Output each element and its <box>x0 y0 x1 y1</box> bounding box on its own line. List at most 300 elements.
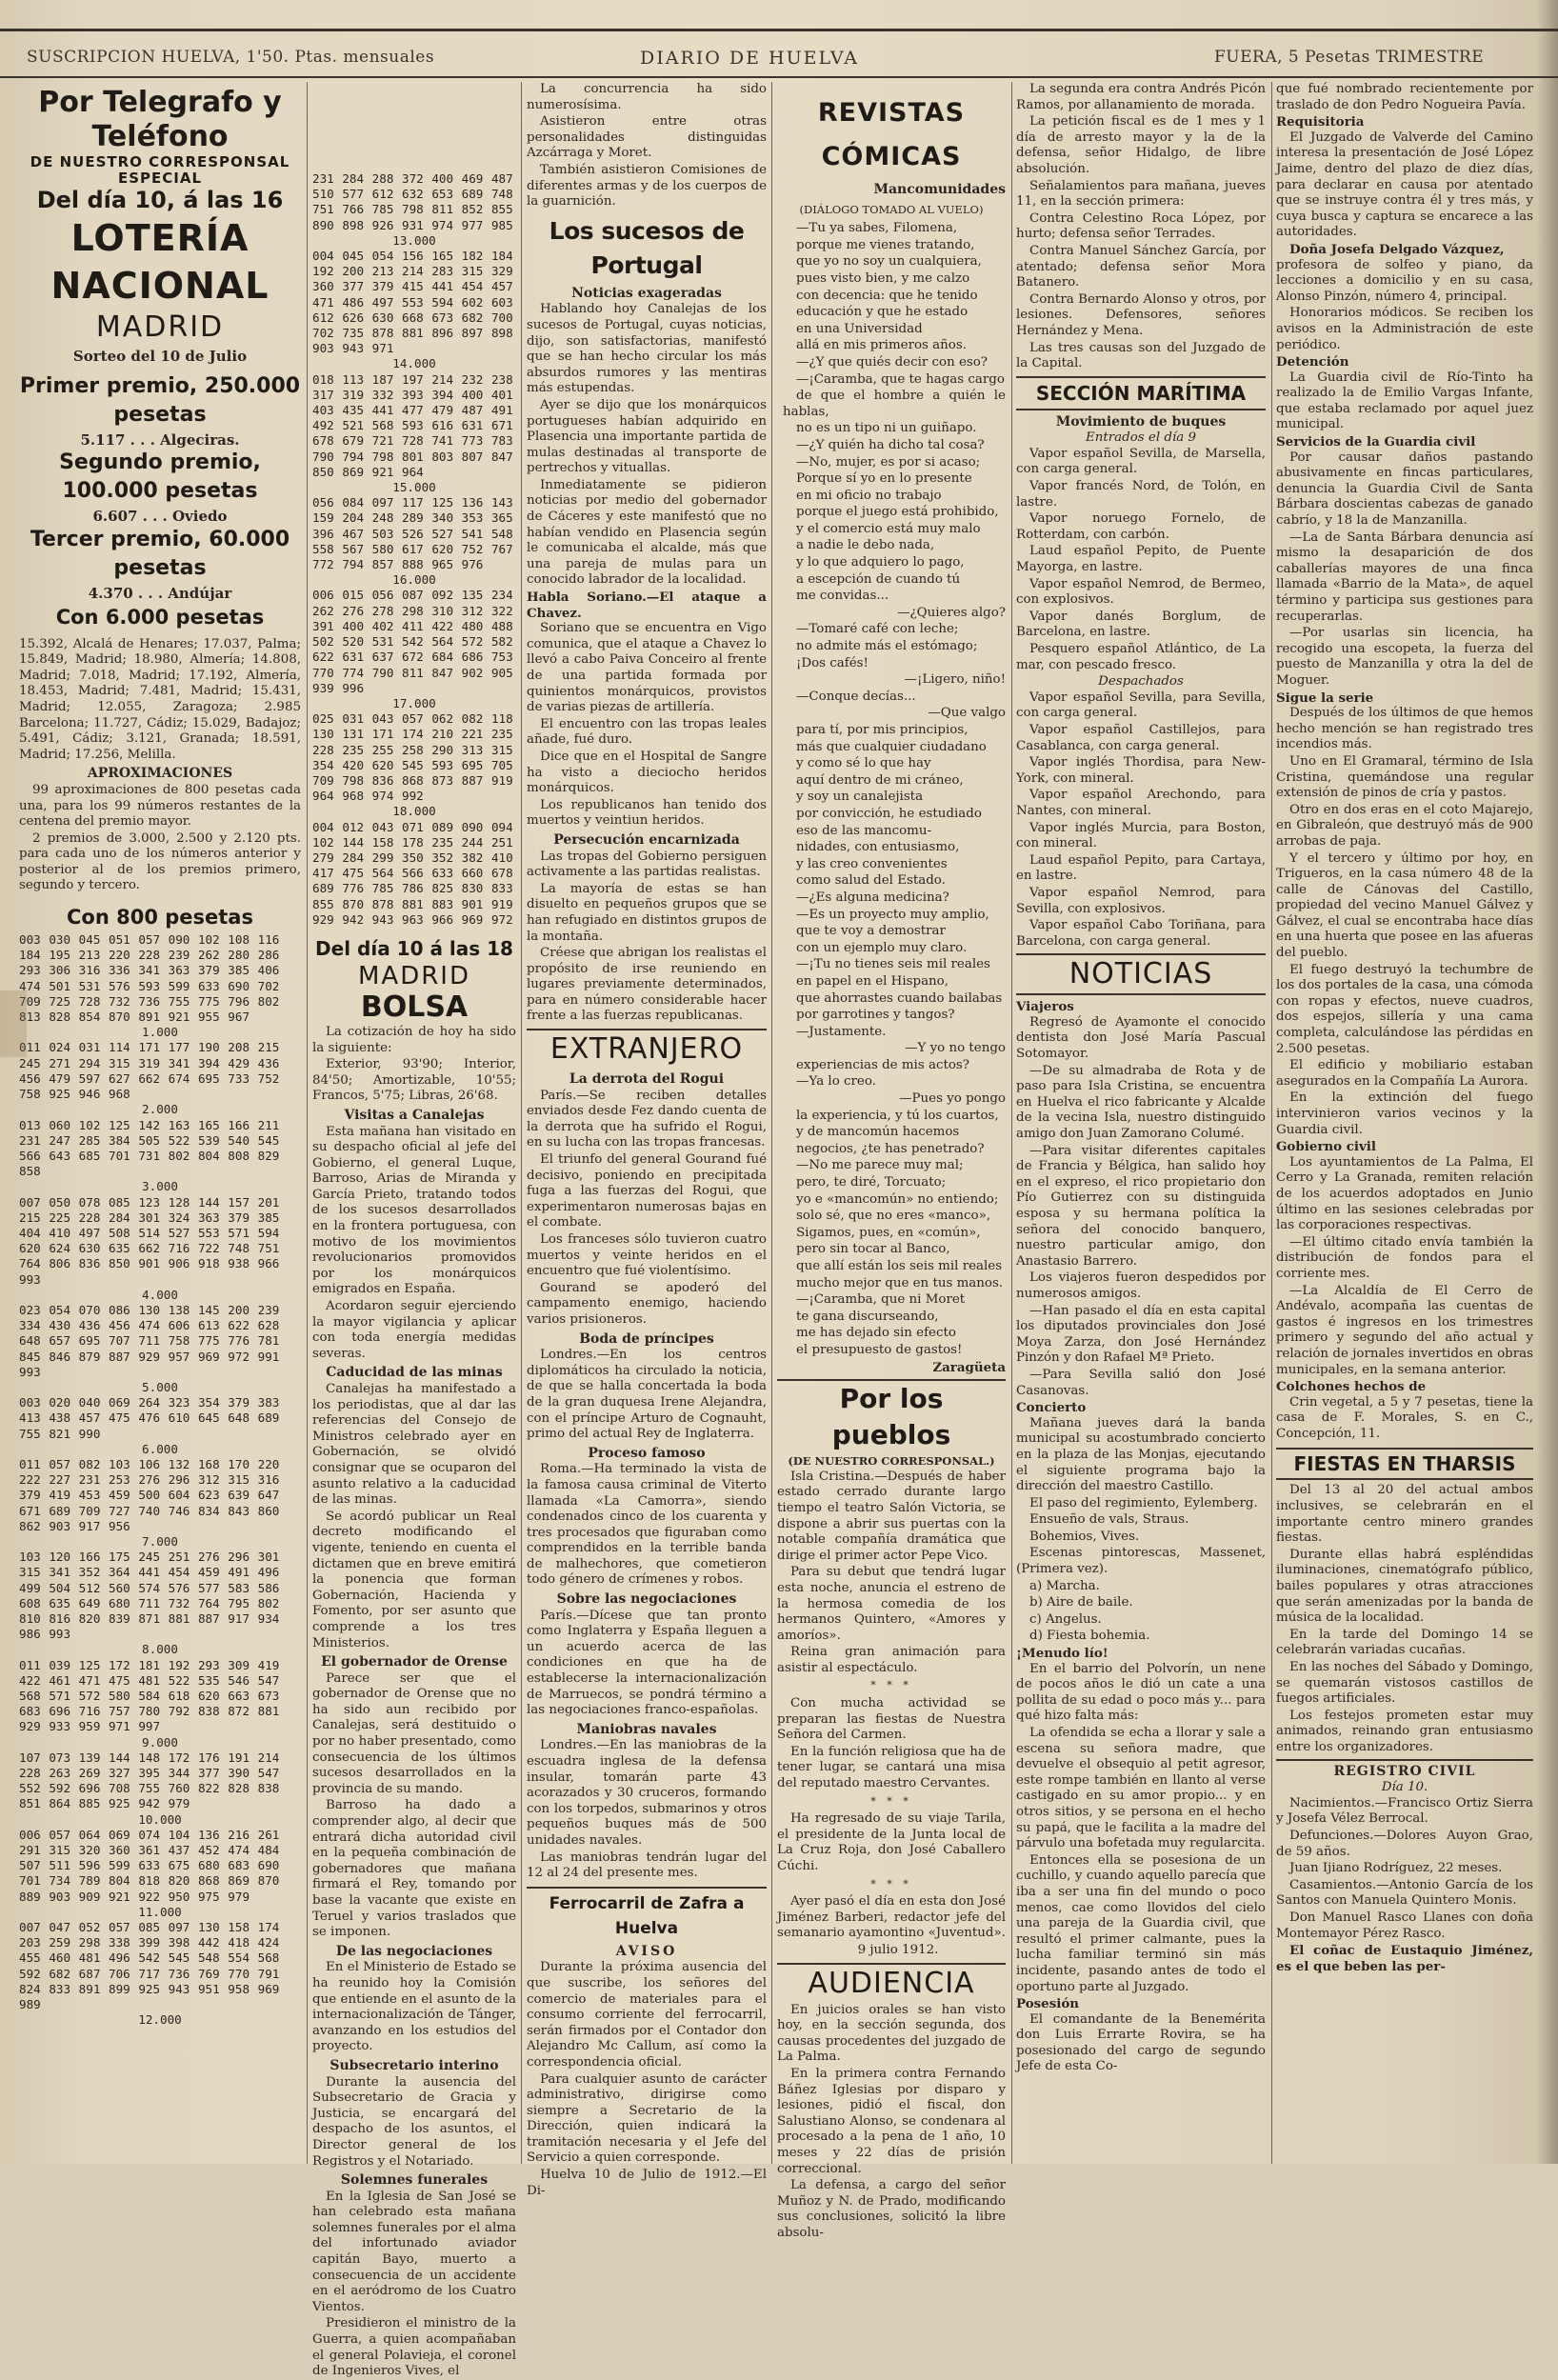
paragraph: Señalamientos para mañana, jueves 11, en la sección primera: <box>1016 178 1266 210</box>
column-divider <box>521 82 522 2164</box>
paragraph: Honorarios módicos. Se reciben los avisos en la Administración de este periódico. <box>1276 306 1533 352</box>
number-row: 003 020 040 069 264 323 354 379 383 413 438 457 475 476 610 645 648 689 755 821 990 <box>19 1395 280 1441</box>
verse-line: —Justamente. <box>796 1024 887 1039</box>
ship-entry: Vapor noruego Fornelo, de Rotterdam, con carbón. <box>1016 511 1266 542</box>
paragraph: Nacimientos.—Francisco Ortiz Sierra y Josefa Vélez Berrocal. <box>1276 1795 1533 1827</box>
paragraph: Contra Bernardo Alonso y otros, por lesiones. Defensores, señores Hernández y Mena. <box>1016 291 1266 338</box>
separator-stars: * * * <box>870 1794 912 1808</box>
number-row: 011 039 125 172 181 192 293 309 419 422 461 471 475 481 522 535 546 547 568 571 572 580 584 618 620 663 673 683 696 716 757 780 792 838 872 881 929 933 959 971 997 <box>19 1657 280 1734</box>
bolsa-intro: La cotización de hoy ha sido la siguiente: <box>312 1024 516 1055</box>
ship-list <box>1016 447 1266 673</box>
thousand-header: 10.000 <box>138 1811 182 1827</box>
paragraph: En la tarde del Domingo 14 se celebrarán variadas cucañas. <box>1276 1627 1533 1658</box>
outside-price-note: FUERA, 5 Pesetas TRIMESTRE <box>1214 48 1485 67</box>
verse-line: el presupuesto de gastos! <box>796 1342 963 1357</box>
paragraph: El comandante de la Benemérita don Luis Errarte Rovira, se ha posesionado del cargo de segundo Jefe de esta Co- <box>1016 2011 1266 2074</box>
paragraph: Dice que en el Hospital de Sangre ha visto a dieciocho heridos monárquicos. <box>527 749 767 796</box>
paragraph: La concurrencia ha sido numerosísima. <box>527 82 767 112</box>
program-item: b) Aire de baile. <box>1029 1595 1133 1610</box>
program-item: El paso del regimiento, Eylemberg. <box>1029 1495 1258 1510</box>
paragraph: Los viajeros fueron despedidos por numerosos amigos. <box>1016 1270 1266 1301</box>
thousand-header: 2.000 <box>142 1102 178 1117</box>
verse-line: —¡Caramba, que te hagas cargo <box>796 371 1005 387</box>
paragraph: Contra Manuel Sánchez García, por atentado; defensa señor Mora Batanero. <box>1016 243 1266 290</box>
paragraph: Las tropas del Gobierno persiguen activamente a las partidas realistas. <box>527 849 767 880</box>
verse-block <box>777 221 1006 605</box>
paragraph: —La Alcaldía de El Cerro de Andévalo, acompaña las cuentas de gastos é ingresos en los trimestres primero y segundo del año actual y relación de jornales invertidos en obras municipales, en la semana anterior. <box>1276 1283 1533 1377</box>
section-heading: Viajeros <box>1016 999 1074 1015</box>
number-row: 006 015 056 087 092 135 234 262 276 278 298 310 312 322 391 400 402 411 422 480 488 502 520 531 542 564 572 582 622 631 637 672 684 686 753 770 774 790 811 847 902 905 939 996 <box>312 588 513 695</box>
verse-line: y lo que adquiero lo pago, <box>796 555 965 570</box>
paragraph: Juan Ijiano Rodríguez, 22 meses. <box>1289 1861 1503 1876</box>
thousand-header: 16.000 <box>392 572 436 588</box>
thousand-header: 17.000 <box>392 695 436 710</box>
paragraph: En las noches del Sábado y Domingo, se quemarán vistosos castillos de fuegos artificiales. <box>1276 1660 1533 1707</box>
subheading-despachados: Despachados <box>1098 674 1184 690</box>
verse-line: y como sé lo que hay <box>796 756 931 771</box>
verse-block <box>777 1109 1006 1359</box>
ship-entry: Vapor español Arechondo, para Nantes, con mineral. <box>1016 788 1266 818</box>
column-divider <box>1271 82 1272 2164</box>
verse-line: —¿Y que quiés decir con eso? <box>796 354 988 370</box>
subheading-entrados: Entrados el día 9 <box>1085 430 1196 446</box>
paper-stain <box>0 990 27 1057</box>
verse-line: y soy un canalejista <box>796 790 924 805</box>
ship-entry: Vapor inglés Murcia, para Boston, con mineral. <box>1016 820 1266 851</box>
paragraph: —La de Santa Bárbara denuncia así mismo la desaparición de dos caballerías mayores de una finca llamada «Barrio de la Mata», de aquel término y participa sus gestiones para recuperarlas. <box>1276 530 1533 624</box>
third-prize: Tercer premio, 60.000 pesetas <box>30 527 290 580</box>
dialogue-note: (DIÁLOGO TOMADO AL VUELO) <box>799 202 984 216</box>
verse-line: pero sin tocar al Banco, <box>796 1242 950 1257</box>
verse-line: más que cualquier ciudadano <box>796 739 987 754</box>
section-heading: Gobierno civil <box>1276 1139 1376 1155</box>
paragraph: Acordaron seguir ejerciendo la mayor vigilancia y aplicar con toda energía medidas severas. <box>312 1299 516 1361</box>
thousand-header: 7.000 <box>142 1533 178 1549</box>
number-row: 004 012 043 071 089 090 094 102 144 158 178 235 244 251 279 284 299 350 352 382 410 417 475 564 566 633 660 678 689 776 785 786 825 830 833 855 870 878 881 883 901 919 929 942 943 963 966 969 972 <box>312 819 513 927</box>
column-divider <box>771 82 772 2164</box>
separator <box>527 1887 767 1889</box>
portugal-headline: Los sucesos de Portugal <box>549 216 745 279</box>
verse-line: —No me parece muy mal; <box>796 1158 964 1173</box>
paragraph: La defensa, a cargo del señor Muñoz y N. de Prado, modificando sus conclusiones, solicitó la libre absolu- <box>777 2178 1006 2240</box>
third-prize-number: 4.370 . . . Andújar <box>88 584 232 602</box>
verse-line: en mi oficio no trabajo <box>796 488 942 503</box>
paragraph: Durante la próxima ausencia del que suscribe, los señores del comercio de materiales para el consumo corriente del ferrocarril, serán firmados por el Contador don Alejandro Mc Callum, así como la correspondencia oficial. <box>527 1960 767 2070</box>
verse-line: como salud del Estado. <box>796 873 946 889</box>
section-heading: Persecución encarnizada <box>553 831 740 848</box>
thousand-header: 12.000 <box>138 2012 182 2028</box>
verse-line: me convidas... <box>796 589 889 604</box>
paragraph: En la extinción del fuego intervinieron varios vecinos y la Guardia civil. <box>1276 1090 1533 1137</box>
paragraph: Del 13 al 20 del actual ambos inclusives, se celebrarán en el importante centro minero grandes fiestas. <box>1276 1483 1533 1546</box>
verse-line: —Ya lo creo. <box>796 1074 876 1090</box>
ship-entry: Laud español Pepito, de Puente Mayorga, en lastre. <box>1016 544 1266 575</box>
paragraph: profesora de solfeo y piano, da lecciones a domicilio y en su casa, Alonso Pinzón, número 4, principal. <box>1276 257 1533 304</box>
paragraph: En el Ministerio de Estado se ha reunido hoy la Comisión que entiende en el asunto de la internacionalización de Tánger, avanzando en los estudios del proyecto. <box>312 1960 516 2054</box>
verse-line: Sigamos, pues, en «común», <box>796 1225 981 1240</box>
verse-line: ¡Dos cafés! <box>796 655 869 670</box>
thousand-header: 3.000 <box>142 1179 178 1194</box>
paragraph: Crin vegetal, a 5 y 7 pesetas, tiene la casa de F. Morales, S. en C., Concepción, 11. <box>1276 1394 1533 1441</box>
column-1 <box>19 82 301 2164</box>
verse-line: —Que valgo <box>928 706 1006 721</box>
ship-entry: Vapor español Sevilla, de Marsella, con carga general. <box>1016 446 1266 477</box>
header-rule <box>0 76 1558 78</box>
registro-date: Día 10. <box>1381 1780 1428 1795</box>
page-edge-shadow <box>1537 0 1558 2164</box>
verse-line: porque me vienes tratando, <box>796 237 975 252</box>
paragraph: Mañana jueves dará la banda municipal su acostumbrado concierto en la plaza de las Monjas, ejecutando el siguiente programa bajo la dirección del maestro Castillo. <box>1016 1415 1266 1494</box>
section-heading: Visitas a Canalejas <box>344 1107 485 1123</box>
paragraph: Londres.—En los centros diplomáticos ha circulado la noticia, de que se halla concertada la boda de la gran duquesa Irene Alejandra, con el príncipe Arturo de Cognauht, primo del actual Rey de Inglaterra. <box>527 1348 767 1442</box>
section-heading: Maniobras navales <box>576 1721 717 1737</box>
paragraph: Parece ser que el gobernador de Orense que no ha sido aun recibido por Canalejas, será destituido o por no haber presentado, como consecuencia de los últimos sucesos desarrollados en la provincia de su mando. <box>312 1670 516 1796</box>
thousand-header: 4.000 <box>142 1287 178 1302</box>
column-divider <box>1011 82 1012 2164</box>
program-item: a) Marcha. <box>1029 1578 1100 1593</box>
verse-line: —Tomaré café con leche; <box>796 622 959 637</box>
verse-line: y el comercio está muy malo <box>796 521 981 536</box>
paragraph: Ayer pasó el día en esta don José Jiménez Barberi, redactor jefe del semanario ayamontino «Juventud». <box>777 1894 1006 1941</box>
paragraph: —El último citado envía también la distribución de fondos para el corriente mes. <box>1276 1234 1533 1281</box>
date-line: Del día 10, á las 16 <box>36 187 284 214</box>
paragraph: Uno en El Gramaral, término de Isla Cristina, quemándose una regular extensión de pinos de cría y pastos. <box>1276 753 1533 801</box>
noticias-headline: NOTICIAS <box>1016 953 1266 995</box>
signature: Zaragüeta <box>932 1359 1006 1375</box>
verse-block <box>777 622 1006 671</box>
paragraph: Casamientos.—Antonio García de los Santos con Manuela Quintero Monis. <box>1276 1877 1533 1909</box>
prize-6000-list: 15.392, Alcalá de Henares; 17.037, Palma; 15.849, Madrid; 18.980, Almería; 14.808, Madrid; 7.018, Madrid; 17.192, Almería, 18.453, Madrid; 7.481, Madrid; 15.431, Madrid; 12.055, Zaragoza; 2.985 Barcelona; 11.727, Cádiz; 15.029, Badajoz; 5.491, Cádiz; 3.121, Granada; 18.591, Madrid; 17.256, Melilla. <box>19 636 301 762</box>
revistas-comicas-headline: REVISTAS CÓMICAS <box>817 98 966 171</box>
extranjero-headline: EXTRANJERO <box>527 1029 767 1069</box>
number-row: 011 057 082 103 106 132 168 170 220 222 227 231 253 276 296 312 315 316 379 419 453 459 500 604 623 639 647 671 689 709 727 740 746 834 843 860 862 903 917 956 <box>19 1456 280 1533</box>
paragraph: Soriano que se encuentra en Vigo comunica, que el ataque a Chavez lo llevó a cabo Paiva Conceiro al frente de una partida formada por quinientos monárquicos, provistos de varias piezas de artillería. <box>527 621 767 715</box>
separator-stars: * * * <box>870 1877 912 1890</box>
ship-entry: Pesquero español Atlántico, de La mar, con pescado fresco. <box>1016 642 1266 672</box>
number-row: 023 054 070 086 130 138 145 200 239 334 430 436 456 474 606 613 622 628 648 657 695 707 711 758 775 776 781 845 846 879 887 929 957 969 972 991 993 <box>19 1302 280 1379</box>
verse-line: —¡Caramba, que ni Moret <box>796 1292 966 1308</box>
paragraph: Contra Celestino Roca López, por hurto; defensa señor Terrades. <box>1016 210 1266 242</box>
number-table-continued <box>312 171 516 928</box>
column-6 <box>1276 82 1533 2164</box>
paragraph: El Juzgado de Valverde del Camino interesa la presentación de José López Jaime, dentro del plazo de diez días, para declarar en causa por atentado que se instruye contra él y tres más, y cuya busca y captura se encarece a las autoridades. <box>1276 130 1533 240</box>
column-divider <box>307 82 308 2164</box>
paragraph: La petición fiscal es de 1 mes y 1 día de arresto mayor y la de la defensa, señor Hidalgo, de libre absolución. <box>1016 114 1266 176</box>
verse-line: solo sé, que no eres «manco», <box>796 1209 991 1224</box>
verse-line: —Es un proyecto muy amplio, <box>796 907 989 922</box>
number-row: 007 050 078 085 123 128 144 157 201 215 225 228 284 301 324 363 379 385 404 410 497 508 514 527 553 571 594 620 624 630 635 662 716 722 748 751 764 806 836 850 901 906 918 938 966 993 <box>19 1194 280 1287</box>
paragraph: Con mucha actividad se preparan las fiestas de Nuestra Señora del Carmen. <box>777 1696 1006 1743</box>
section-heading: Posesión <box>1016 1996 1079 2012</box>
program-item: Ensueño de vals, Straus. <box>1029 1512 1189 1528</box>
paragraph: Presidieron el ministro de la Guerra, a quien acompañaban el general Polavieja, el coronel de Ingenieros Vives, el <box>312 2316 516 2379</box>
paragraph: Defunciones.—Dolores Auyon Grao, de 59 años. <box>1276 1828 1533 1859</box>
ship-entry: Vapor español Nemrod, para Sevilla, con explosivos. <box>1016 885 1266 916</box>
section-heading: ¡Menudo lío! <box>1016 1646 1109 1662</box>
paragraph: —De su almadraba de Rota y de paso para Isla Cristina, se encuentra en Huelva el rico fabricante y Alcalde de la vecina Isla, nuestro distinguido amigo don Juan Zamorano Columé. <box>1016 1063 1266 1142</box>
paragraph: Isla Cristina.—Después de haber estado cerrado durante largo tiempo el teatro Salón Victoria, se dispone a abrir sus puertas con la notable compañía dramática que dirige el primer actor Pepe Vico. <box>777 1469 1006 1563</box>
program-item: Bohemios, Vives. <box>1029 1529 1140 1544</box>
section-heading: Detención <box>1276 354 1349 370</box>
paragraph: La Guardia civil de Río-Tinto ha realizado la de Emilio Vargas Infante, que estaba reclamado por aquel juez municipal. <box>1276 370 1533 432</box>
section-heading: Movimiento de buques <box>1055 413 1227 430</box>
ship-entry: Vapor español Cabo Toriñana, para Barcelona, con carga general. <box>1016 918 1266 949</box>
paragraph: Los franceses sólo tuvieron cuatro muertos y veinte heridos en el encuentro que fué violentísimo. <box>527 1232 767 1279</box>
paragraph: Durante ellas habrá espléndidas iluminaciones, cinematógrafo público, bailes populares y otras atracciones que serán amenizadas por la banda de música de la localidad. <box>1276 1547 1533 1626</box>
paragraph: El fuego destruyó la techumbre de los dos portales de la casa, una cómoda con ropas y efectos, nueve cuadros, dos espejos, sillería y una cama completa, calculándose las pérdidas en 2.500 pesetas. <box>1276 962 1533 1056</box>
verse-line: para tí, por mis principios, <box>796 723 969 737</box>
audiencia-headline: AUDIENCIA <box>777 1963 1006 2003</box>
thousand-header: 15.000 <box>392 480 436 495</box>
paragraph: En el barrio del Polvorín, un nene de pocos años le dió un cate a una pollita de su edad o poco más y... para qué hizo falta más: <box>1016 1661 1266 1724</box>
ship-list <box>1016 690 1266 950</box>
number-row: 025 031 043 057 062 082 118 130 131 171 174 210 221 235 228 235 255 258 290 313 315 354 420 620 545 593 695 705 709 798 836 868 873 887 919 964 968 974 992 <box>312 711 513 804</box>
verse-line: eso de las mancomu- <box>796 823 931 838</box>
verse-line: —¿Y quién ha dicho tal cosa? <box>796 437 985 452</box>
section-heading: Proceso famoso <box>588 1445 706 1461</box>
paragraph: Para su debut que tendrá lugar esta noche, anuncia el estreno de la hermosa comedia de los hermanos Quintero, «Amores y amoríos». <box>777 1565 1006 1643</box>
number-row: 056 084 097 117 125 136 143 159 204 248 289 340 353 365 396 467 503 526 527 541 548 558 567 580 617 620 752 767 772 794 857 888 965 976 <box>312 495 513 572</box>
verse-block <box>777 723 1006 1040</box>
verse-line: en papel en el Hispano, <box>796 973 949 989</box>
paragraph: Las maniobras tendrán lugar del 12 al 24 del presente mes. <box>527 1850 767 1881</box>
verse-line: en una Universidad <box>796 321 923 336</box>
verse-line: pero, te diré, Torcuato; <box>796 1175 947 1190</box>
number-row: 003 030 045 051 057 090 102 108 116 184 195 213 220 228 239 262 280 286 293 306 316 336 341 363 379 385 406 474 501 531 576 593 599 633 690 702 709 725 728 732 736 755 775 796 802 813 828 854 870 891 921 955 967 <box>19 932 280 1025</box>
paragraph: En juicios orales se han visto hoy, en la sección segunda, dos causas procedentes del juzgado de La Palma. <box>777 2002 1006 2065</box>
paragraph: También asistieron Comisiones de diferentes armas y de los cuerpos de la guarnición. <box>527 162 767 210</box>
number-row: 018 113 187 197 214 232 238 317 319 332 393 394 400 401 403 435 441 477 479 487 491 492 521 568 593 616 631 671 678 679 721 728 741 773 783 790 794 798 801 803 807 847 850 869 921 964 <box>312 371 513 479</box>
paragraph: En la Iglesia de San José se han celebrado esta mañana solemnes funerales por el alma del infortunado aviador capitán Bayo, muerto a consecuencia de un accidente en el aeródromo de los Cuatro Vientos. <box>312 2189 516 2314</box>
section-heading: Concierto <box>1016 1400 1087 1416</box>
byline: DE NUESTRO CORRESPONSAL ESPECIAL <box>30 153 290 187</box>
maritime-section-headline: SECCIÓN MARÍTIMA <box>1016 376 1266 410</box>
paragraph: Roma.—Ha terminado la vista de la famosa causa criminal de Viterto llamada «La Camorra», siendo condenados cinco de los cuarenta y tres procesados que figuraban como comprendidos en la terrible banda de malhechores, que cometieron todo género de crímenes y robos. <box>527 1462 767 1588</box>
first-prize: Primer premio, 250.000 pesetas <box>19 373 301 427</box>
first-prize-number: 5.117 . . . Algeciras. <box>80 430 240 449</box>
lottery-title: LOTERÍA NACIONAL <box>50 217 270 308</box>
fiestas-headline: FIESTAS EN THARSIS <box>1276 1448 1533 1480</box>
verse-line: —¡Tu no tienes seis mil reales <box>796 957 990 972</box>
paragraph: Reina gran animación para asistir al espectáculo. <box>777 1645 1006 1675</box>
verse-line: mucho mejor que en tus manos. <box>796 1275 1004 1290</box>
ship-entry: Laud español Pepito, para Cartaya, en lastre. <box>1016 852 1266 884</box>
verse-line: y las creo convenientes <box>796 856 948 871</box>
verse-line: no admite más el estómago; <box>796 639 978 654</box>
verse-line: que te voy a demostrar <box>796 924 946 939</box>
thousand-header: 8.000 <box>142 1642 178 1657</box>
verse-line: por convicción, he estudiado <box>796 806 982 821</box>
paragraph: Otro en dos eras en el coto Majarejo, en Gibraleón, que destruyó más de 900 arrobas de paja. <box>1276 802 1533 849</box>
paragraph: Huelva 10 de Julio de 1912.—El Di- <box>527 2168 767 2198</box>
paragraph: Créese que abrigan los realistas el propósito de irse reuniendo en lugares previamente determinados, para en número considerable hacer frente a las fuerzas republicanas. <box>527 946 767 1024</box>
registro-civil-headline: REGISTRO CIVIL <box>1276 1759 1533 1780</box>
paragraph: La segunda era contra Andrés Picón Ramos, por allanamiento de morada. <box>1016 82 1266 112</box>
verse-line: nidades, con entusiasmo, <box>796 840 960 855</box>
paragraph: Canalejas ha manifestado a los periodistas, que al dar las referencias del Consejo de Ministros celebrado ayer en Gobernación, se olvidó consignar que se ocuparon del asunto relativo a la caducidad de las minas. <box>312 1382 516 1508</box>
verse-line: yo e «mancomún» no entiendo; <box>796 1191 999 1207</box>
paragraph: Gourand se apoderó del campamento enemigo, haciendo varios prisioneros. <box>527 1280 767 1327</box>
number-row: 011 024 031 114 171 177 190 208 215 245 271 294 315 319 341 394 429 436 456 479 597 627 662 674 695 733 752 758 925 946 968 <box>19 1040 280 1102</box>
paragraph: Y el tercero y último por hoy, en Trigueros, en la casa número 48 de la calle de Cánovas del Castillo, propiedad del vecino Manuel Gálvez y Gálvez, el cual se encontraba hace días en una huerta que posee en las afueras del pueblo. <box>1276 850 1533 961</box>
paragraph: Por causar daños pastando abusivamente en fincas particulares, denuncia la Guardia Civil de Santa Bárbara doscientas cabezas de ganado cabrío, y 18 la de Manzanilla. <box>1276 450 1533 529</box>
thousand-header: 13.000 <box>392 232 436 248</box>
verse-line: —No, mujer, es por si acaso; <box>796 454 981 470</box>
paragraph: El encuentro con las tropas leales añade, fué duro. <box>527 716 767 748</box>
number-row: 013 060 102 125 142 163 165 166 211 231 247 285 384 505 522 539 540 545 566 643 685 701 731 802 804 808 829 858 <box>19 1117 280 1179</box>
section-heading: Mancomunidades <box>873 182 1006 197</box>
program-item: Escenas pintorescas, Massenet, (Primera vez). <box>1016 1546 1266 1577</box>
section-heading: El gobernador de Orense <box>321 1654 508 1670</box>
verse-line: Porque sí yo en lo presente <box>796 471 972 487</box>
paragraph: Los festejos prometen estar muy animados, reinando gran entusiasmo entre los organizadores. <box>1276 1708 1533 1754</box>
paragraph: Las tres causas son del Juzgado de la Capital. <box>1016 340 1266 371</box>
number-row: 231 284 288 372 400 469 487 510 577 612 632 653 689 748 751 766 785 798 811 852 855 890 898 926 931 974 977 985 <box>312 171 513 232</box>
paragraph: Barroso ha dado a comprender algo, al decir que entrará dicha autoridad civil en la pequeña combinación de gobernadores que mañana firmará el Rey, tomando por base la vacante que existe en Teruel y varios traslados que se imponen. <box>312 1798 516 1940</box>
program-list <box>1016 1496 1266 1645</box>
number-row: 107 073 139 144 148 172 176 191 214 228 263 269 327 395 344 377 390 547 552 592 696 708 755 760 822 828 838 851 864 885 925 942 979 <box>19 1750 280 1811</box>
verse-line: pues visto bien, y me calzo <box>796 270 970 286</box>
section-heading: Sobre las negociaciones <box>556 1591 737 1608</box>
verse-line: —Conque decías... <box>796 689 916 704</box>
number-row: 006 057 064 069 074 104 136 216 261 291 315 320 360 361 437 452 474 484 507 511 596 599 633 675 680 683 690 701 734 789 804 818 820 868 869 870 889 903 909 921 922 950 975 979 <box>19 1827 280 1904</box>
column-5 <box>1016 82 1266 2164</box>
second-prize: Segundo premio, 100.000 pesetas <box>59 450 261 504</box>
railway-notice-title: Ferrocarril de Zafra a Huelva <box>549 1893 745 1938</box>
verse-line: aquí dentro de mi cráneo, <box>796 772 964 788</box>
verse-line: a escepción de cuando tú <box>796 571 961 587</box>
paragraph: Esta mañana han visitado en su despacho oficial al jefe del Gobierno, el general Luque, Barroso, Arias de Miranda y García Prieto, tratando todos de los sucesos desarrollados en la frontera portuguesa, con motivo de los movimientos revolucionarios promovidos por los monárquicos emigrados en España. <box>312 1124 516 1297</box>
thousand-header: 5.000 <box>142 1379 178 1394</box>
pueblos-headline: Por los pueblos <box>777 1379 1006 1453</box>
ship-entry: Vapor español Castillejos, para Casablanca, con carga general. <box>1016 722 1266 753</box>
paragraph: Ha regresado de su viaje Tarila, el presidente de la Junta local de La Cruz Roja, don José Caballero Cúchi. <box>777 1811 1006 1873</box>
verse-line: la experiencia, y tú los cuartos, <box>796 1108 999 1123</box>
column-3 <box>527 82 767 2198</box>
paragraph: Don Manuel Rasco Llanes con doña Montemayor Pérez Rasco. <box>1276 1910 1533 1941</box>
paragraph: —Han pasado el día en esta capital los diputados provinciales don José Moya Zarza, don José Hernández Pinzón y don Rafael Mª Prieto. <box>1016 1303 1266 1366</box>
verse-line: por garrotines y tangos? <box>796 1008 955 1023</box>
thousand-header: 11.000 <box>138 1904 182 1919</box>
paragraph: Los ayuntamientos de La Palma, El Cerro y La Granada, remiten relación de los acuerdos adoptados en Junio último en las sesiones celebradas por las corporaciones respectivas. <box>1276 1154 1533 1233</box>
paragraph: Londres.—En las maniobras de la escuadra inglesa de la defensa insular, tomarán parte 43 acorazados y 30 cruceros, formando con los torpedos, submarinos y otros pequeños buques más de 500 unidades navales. <box>527 1738 767 1848</box>
paragraph: El triunfo del general Gourand fué decisivo, poniendo en precipitada fuga a las fuerzas del Rogui, que experimentaron numerosas bajas en el combate. <box>527 1152 767 1230</box>
paragraph: Regresó de Ayamonte el conocido dentista don José María Pascual Sotomayor. <box>1016 1014 1266 1062</box>
paragraph: Hablando hoy Canalejas de los sucesos de Portugal, cuyas noticias, dijo, son satisfactorias, manifestó que se han hecho circular los más absurdos rumores y las mentiras más estupendas. <box>527 302 767 396</box>
section-heading: Requisitoria <box>1276 114 1365 130</box>
ship-entry: Vapor español Sevilla, para Sevilla, con carga general. <box>1016 690 1266 721</box>
section-heading: Solemnes funerales <box>340 2172 489 2189</box>
paragraph: En la función religiosa que ha de tener lugar, se cantará una misa del reputado maestro Cervantes. <box>777 1744 1006 1791</box>
verse-line: —Tu ya sabes, Filomena, <box>796 221 958 236</box>
number-row: 103 120 166 175 245 251 276 296 301 315 341 352 364 441 454 459 491 496 499 504 512 560 574 576 577 583 586 608 635 649 680 711 732 764 795 802 810 816 820 839 871 881 887 917 934 986 993 <box>19 1550 280 1642</box>
paragraph: Ayer se dijo que los monárquicos portugueses habían adquirido en Plasencia una importante partida de mulas destinadas al transporte de pertrechos y vituallas. <box>527 397 767 476</box>
thousand-header: 18.000 <box>392 804 436 819</box>
approx-title: APROXIMACIONES <box>87 766 233 782</box>
verse-line: negocios, ¿te has penetrado? <box>796 1141 985 1156</box>
paragraph: La ofendida se echa a llorar y sale a escena su señora madre, que devuelve el obsequio al petit agresor, este rompe también en llanto al verse castigado en su amor propio... y en otros sitios, y se persona en el hecho su papá, que le facilita a la madre del párvulo una bofetada muy regularcita. <box>1016 1726 1266 1851</box>
verse-line: experiencias de mis actos? <box>796 1057 969 1072</box>
verse-block <box>777 1058 1006 1090</box>
verse-line: —Y yo no tengo <box>905 1041 1006 1056</box>
verse-line: y de mancomún hacemos <box>796 1125 960 1140</box>
number-row: 007 047 052 057 085 097 130 158 174 203 259 298 338 399 398 442 418 424 455 460 481 496 542 545 548 554 568 592 682 687 706 717 736 769 770 791 824 833 891 899 925 943 951 958 969 989 <box>19 1920 280 2012</box>
thousand-header: 9.000 <box>142 1734 178 1750</box>
verse-line: —Pues yo pongo <box>899 1091 1006 1107</box>
ship-entry: Vapor inglés Thordisa, para New-York, con mineral. <box>1016 755 1266 786</box>
verse-line: no es un tipo ni un guiñapo. <box>796 421 977 436</box>
verse-line: allá en mis primeros años. <box>796 338 967 353</box>
ship-entry: Vapor español Nemrod, de Bermeo, con explosivos. <box>1016 576 1266 608</box>
section-heading: La derrota del Rogui <box>569 1071 725 1088</box>
section-heading: Boda de príncipes <box>579 1330 714 1347</box>
paragraph: París.—Dícese que tan pronto como Inglaterra y España lleguen a un acuerdo acerca de las condiciones en que ha de establecerse la internacionalización de Marruecos, se pondrá término a las negociaciones franco-españolas. <box>527 1608 767 1718</box>
paragraph: Durante la ausencia del Subsecretario de Gracia y Justicia, se encargará del despacho de los asuntos, el Director general de los Registros y el Notariado. <box>312 2074 516 2169</box>
verse-line: a nadie le debo nada, <box>796 538 935 553</box>
date-line-2: Del día 10 á las 18 <box>315 936 513 960</box>
program-item: d) Fiesta bohemia. <box>1029 1629 1150 1644</box>
verse-line: con decencia: que he tenido <box>796 288 978 303</box>
paragraph: Después de los últimos de que hemos hecho mención se han registrado tres incendios más. <box>1276 706 1533 752</box>
section-heading: Subsecretario interino <box>330 2057 499 2073</box>
verse-line: educación y que he estado <box>796 305 969 320</box>
subscription-note: SUSCRIPCION HUELVA, 1'50. Ptas. mensuales <box>27 48 435 67</box>
paragraph: —Para visitar diferentes capitales de Francia y Bélgica, han salido hoy en el expreso, el rico propietario don Pío Gutierrez con su distinguida esposa y su hermana política la señora del conocido banquero, nuestro particular amigo, don Anastasio Barrero. <box>1016 1143 1266 1269</box>
verse-line: te gana discurseando, <box>796 1309 939 1324</box>
headline-telegraph: Por Telegrafo y Teléfono <box>38 86 282 153</box>
paragraph: Asistieron entre otras personalidades distinguidas Azcárraga y Moret. <box>527 114 767 161</box>
thousand-header: 14.000 <box>392 356 436 371</box>
city-madrid-2: MADRID <box>358 961 470 990</box>
column-4 <box>777 82 1006 2240</box>
section-heading: Noticias exageradas <box>571 285 722 301</box>
ship-entry: Vapor francés Nord, de Tolón, en lastre. <box>1016 479 1266 510</box>
paragraph: Los republicanos han tenido dos muertos y veintiun heridos. <box>527 797 767 829</box>
program-item: c) Angelus. <box>1029 1611 1102 1627</box>
approx-text-1: 99 aproximaciones de 800 pesetas cada una, para los 99 números restantes de la centena del premio mayor. <box>19 782 301 830</box>
paragraph: Inmediatamente se pidieron noticias por medio del gobernador de Cáceres y este manifestó que no habían vendido en Plasencia según le comunicaba el alcalde, más que una pareja de mulas para un conocido labrador de la localidad. <box>527 477 767 588</box>
paragraph: Entonces ella se posesiona de un cuchillo, y cuando aquello parecía que iba a ser una fin del mundo o poco menos, cae como llovidos del cielo una pareja de la Guardia civil, que resultó el primer calmante, pues la lucha familiar terminó sin más incidente, pasando antes de todo el oportuno parte al Juzgado. <box>1016 1852 1266 1994</box>
paragraph: Se acordó publicar un Real decreto modificando el vigente, teniendo en cuenta el dictamen que en breve emitirá la ponencia que forman Gobernación, Hacienda y Fomento, por ser asunto que comprende a los tres Ministerios. <box>312 1509 516 1650</box>
paragraph: Para cualquier asunto de carácter administrativo, dirigirse como siempre a Secretario de la Dirección, quien indicará la tramitación necesaria y el Jefe del Servicio a quien corresponde. <box>527 2071 767 2166</box>
section-heading: Servicios de la Guardia civil <box>1276 434 1476 450</box>
verse-line: —¿Quieres algo? <box>897 605 1006 620</box>
draw-date: Sorteo del 10 de Julio <box>72 348 248 366</box>
approx-text-2: 2 premios de 3.000, 2.500 y 2.120 pts. para cada uno de los números anterior y posterior al de los premios primero, segundo y tercero. <box>19 830 301 893</box>
paragraph: El coñac de Eustaquio Jiménez, es el que beben las per- <box>1276 1943 1533 1974</box>
paragraph: El edificio y mobiliario estaban asegurados en la Compañía La Aurora. <box>1276 1058 1533 1089</box>
second-prize-number: 6.607 . . . Oviedo <box>92 508 228 526</box>
paragraph: —Para Sevilla salió don José Casanovas. <box>1016 1367 1266 1398</box>
verse-line: me has dejado sin efecto <box>796 1326 956 1341</box>
ship-entry: Vapor danés Borglum, de Barcelona, en lastre. <box>1016 609 1266 640</box>
separator-stars: * * * <box>870 1679 912 1692</box>
section-heading: Caducidad de las minas <box>326 1365 503 1381</box>
city-madrid: MADRID <box>95 310 225 345</box>
section-heading: Sigue la serie <box>1276 690 1374 706</box>
verse-line: que ahorrastes cuando bailabas <box>796 990 1003 1006</box>
verse-line: de que el hombre a quién le hablas, <box>783 389 1006 419</box>
newspaper-title: DIARIO DE HUELVA <box>640 48 859 69</box>
verse-line: con un ejemplo muy claro. <box>796 940 968 955</box>
number-table <box>19 932 301 2028</box>
thousand-header: 1.000 <box>142 1025 178 1040</box>
paragraph: La mayoría de estas se han disuelto en pequeños grupos que se han refugiado en distintos grupos de la montaña. <box>527 881 767 944</box>
paragraph: —Por usarlas sin licencia, ha recogido una escopeta, la fuerza del puesto de Manzanilla y otra la del de Moguer. <box>1276 626 1533 688</box>
verse-line: porque el juego está prohibido, <box>796 505 999 520</box>
prize-800: Con 800 pesetas <box>67 906 253 930</box>
verse-line: —¿Es alguna medicina? <box>796 890 949 905</box>
